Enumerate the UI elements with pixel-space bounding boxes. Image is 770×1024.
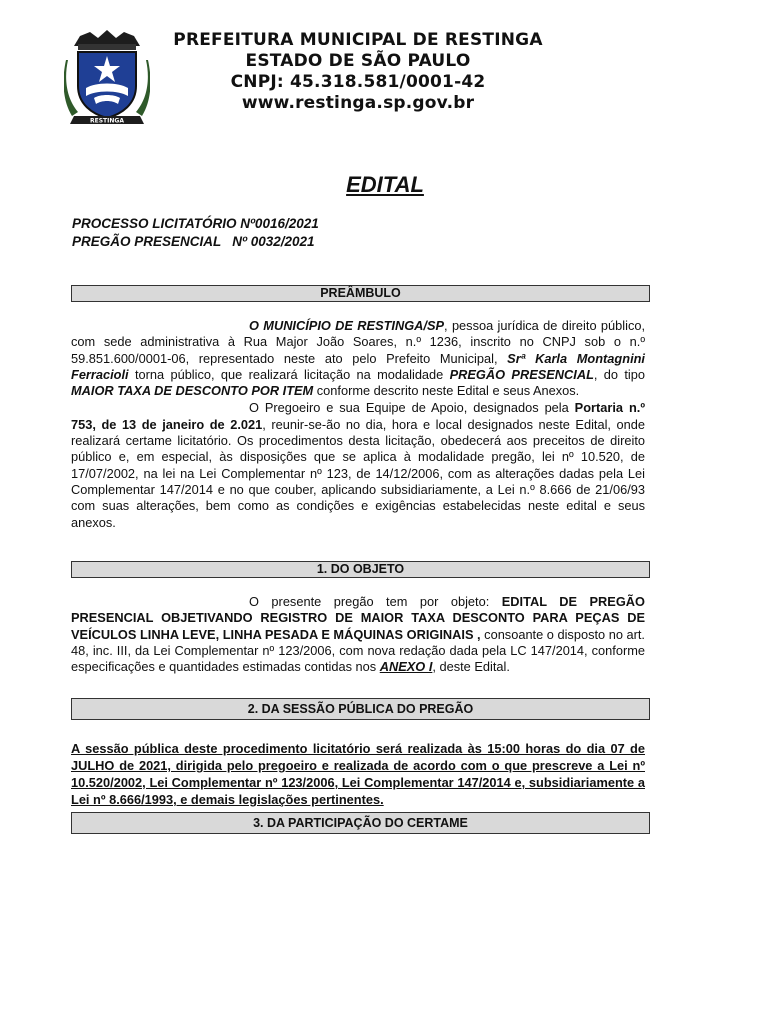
svg-text:RESTINGA: RESTINGA: [90, 117, 124, 125]
website-url: www.restinga.sp.gov.br: [241, 93, 475, 113]
preambulo-body: [71, 318, 645, 531]
section-header-objeto: 1. DO OBJETO: [71, 561, 650, 578]
state-name: ESTADO DE SÃO PAULO: [245, 51, 471, 71]
municipality-header: [150, 30, 566, 114]
process-number: PROCESSO LICITATÓRIO Nº0016/2021: [72, 216, 319, 231]
document-title: EDITAL: [346, 172, 424, 197]
cnpj-number: CNPJ: 45.318.581/0001-42: [230, 72, 486, 92]
preambulo-paragraph-1: O MUNICÍPIO DE RESTINGA/SP, pessoa jurídica de direito público, com sede administrativa à Rua Major João Soares, n.º 1236, inscrito no CNPJ sob o n.º 59.851.600/0001-06, representado neste ato pelo Prefeito Municipal, Srª Karla Montagnini Ferracioli torna público, que realizará licitação na modalidade PREGÃO PRESENCIAL, do tipo MAIOR TAXA DE DESCONTO POR ITEM conforme descrito neste Edital e seus Anexos.: [71, 318, 646, 399]
objeto-body: [71, 594, 645, 675]
objeto-paragraph: O presente pregão tem por objeto: EDITAL DE PREGÃO PRESENCIAL OBJETIVANDO REGISTRO DE MAIOR TAXA DESCONTO PARA PEÇAS DE VEÍCULOS LINHA LEVE, LINHA PESADA E MÁQUINAS ORIGINAIS , consoante o disposto no art. 48, inc. III, da Lei Complementar nº 123/2006, com nova redação dada pela LC 147/2014, conforme especificações e quantidades estimadas contidas nos ANEXO I, deste Edital.: [71, 594, 645, 675]
section-header-sessao: 2. DA SESSÃO PÚBLICA DO PREGÃO: [71, 698, 650, 720]
pregao-number: PREGÃO PRESENCIAL Nº 0032/2021: [72, 234, 315, 249]
preambulo-paragraph-2: O Pregoeiro e sua Equipe de Apoio, designados pela Portaria n.º 753, de 13 de janeiro de 2.021, reunir-se-ão no dia, hora e local designados neste Edital, onde realizará certame licitatório. Os procedimentos desta licitação, obedecerá aos preceitos de direito público e, em especial, às disposições que se aplica à modalidade pregão, lei nº 10.520, de 17/07/2002, na lei na Lei Complementar nº 123, de 14/12/2006, com as alterações dadas pela Lei Complementar 147/2014 e no que couber, aplicando subsidiariamente, a Lei n.º 8.666 de 21/06/93 com suas alterações, bem como as condições e exigências estabelecidas neste edital e seus anexos.: [71, 400, 645, 530]
municipality-name: PREFEITURA MUNICIPAL DE RESTINGA: [173, 30, 543, 50]
municipal-crest-icon: [64, 28, 150, 128]
process-info: [72, 215, 319, 251]
section-header-preambulo: PREÂMBULO: [71, 285, 650, 302]
sessao-body: [71, 740, 645, 808]
section-header-participacao: 3. DA PARTICIPAÇÃO DO CERTAME: [71, 812, 650, 834]
sessao-paragraph: A sessão pública deste procedimento licitatório será realizada às 15:00 horas do dia 07 de JULHO de 2021, dirigida pelo pregoeiro e realizada de acordo com o que prescreve a Lei nº 10.520/2002, Lei Complementar nº 123/2006, Lei Complementar 147/2014 e, subsidiariamente a Lei nº 8.666/1993, e demais legislações pertinentes.: [71, 741, 645, 807]
